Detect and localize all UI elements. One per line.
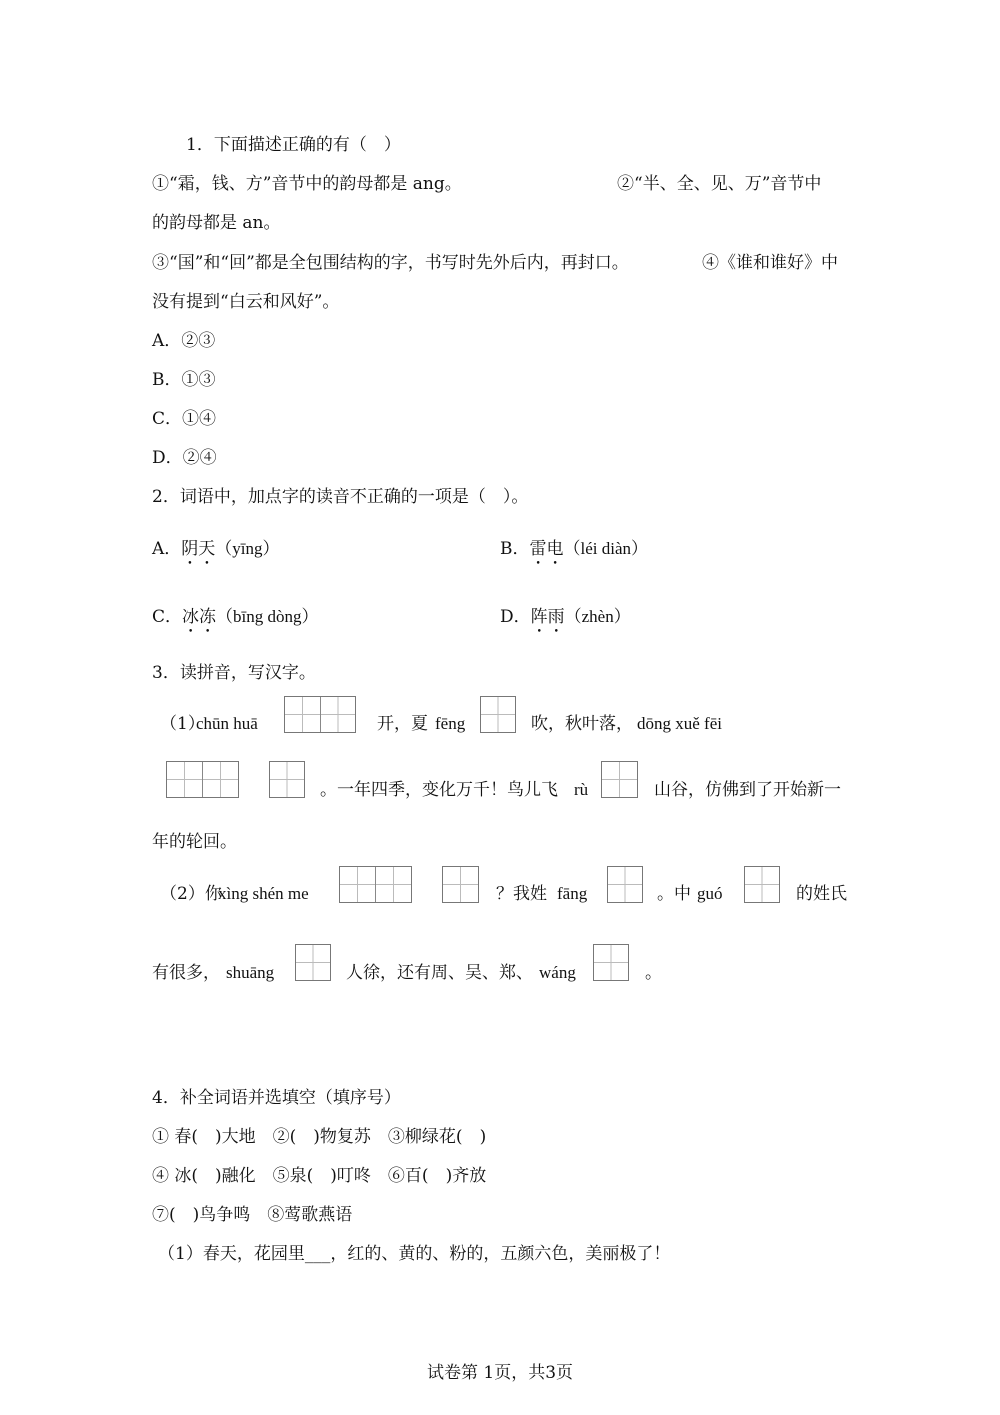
q3-p1-text-3: 。一年四季，变化万千！鸟儿飞 xyxy=(320,780,558,800)
q1-statement-2b: 的韵母都是 an。 xyxy=(152,213,281,233)
q3-p1-pinyin-3: dōng xuě fēi xyxy=(637,714,722,733)
q2-option-c-pinyin: （bīng dòng） xyxy=(216,607,319,626)
q1-statement-2a: ②“半、全、见、万”音节中 xyxy=(617,174,822,194)
q2-option-c-label: C． xyxy=(152,607,183,627)
q1-statement-4a: ④《谁和谁好》中 xyxy=(702,253,838,273)
q3-p2-pinyin-4: shuāng xyxy=(226,963,275,982)
q3-p1-pinyin-4: rù xyxy=(574,780,589,799)
q1-statement-1: ①“霜，钱、方”音节中的韵母都是 ang。 xyxy=(152,174,462,194)
q3-p2-answer-grid-6[interactable] xyxy=(593,944,629,981)
q3-p2-text-3: 的姓氏 xyxy=(796,884,847,904)
q1-title: 1．下面描述正确的有（ ） xyxy=(186,135,401,155)
q1-option-d[interactable]: D．②④ xyxy=(152,448,217,468)
q3-p1-answer-grid-4[interactable] xyxy=(269,761,305,798)
q3-p2-answer-grid-1[interactable] xyxy=(339,866,412,903)
q4-row-1: ① 春( )大地 ②( )物复苏 ③柳绿花( ) xyxy=(152,1127,487,1147)
q2-option-b-word: 雷电 xyxy=(529,539,564,559)
q3-p2-text-4: 有很多， xyxy=(152,963,220,983)
q2-option-d-word: 阵雨 xyxy=(530,607,565,627)
q2-title: 2．词语中，加点字的读音不正确的一项是（ ）。 xyxy=(152,487,529,507)
q3-p2-answer-grid-5[interactable] xyxy=(295,944,331,981)
q3-p2-answer-grid-4[interactable] xyxy=(744,866,780,903)
q3-p2-label: （2）你 xyxy=(160,884,222,904)
q1-statement-4b: 没有提到“白云和风好”。 xyxy=(152,292,340,312)
q1-option-a[interactable]: A．②③ xyxy=(152,331,216,351)
q2-option-a-word: 阴天 xyxy=(181,539,216,559)
q3-p1-pinyin-2: fēng xyxy=(435,714,466,733)
q3-p2-text-6: 。 xyxy=(645,963,662,983)
q2-option-b-pinyin: （léi diàn） xyxy=(563,539,649,558)
page-footer: 试卷第 1页，共3页 xyxy=(426,1363,574,1383)
q2-option-c[interactable] xyxy=(152,607,319,637)
q3-p1-text-4: 山谷，仿佛到了开始新一 xyxy=(654,780,841,800)
q1-option-b[interactable]: B．①③ xyxy=(152,370,216,390)
q3-p2-answer-grid-3[interactable] xyxy=(607,866,643,903)
q2-option-d-pinyin: （zhèn） xyxy=(564,607,631,626)
q1-option-c[interactable]: C．①④ xyxy=(152,409,217,429)
q3-p2-pinyin-3: guó xyxy=(697,884,723,903)
q3-p2-pinyin-5: wáng xyxy=(539,963,576,982)
q3-p2-pinyin-2: fāng xyxy=(557,884,588,903)
q4-row-2: ④ 冰( )融化 ⑤泉( )叮咚 ⑥百( )齐放 xyxy=(152,1166,487,1186)
q2-option-c-word: 冰冻 xyxy=(182,607,217,627)
q2-option-d-label: D． xyxy=(500,607,531,627)
q3-p1-text-1: 开，夏 xyxy=(377,714,428,734)
q2-option-b[interactable] xyxy=(500,539,648,569)
q3-p2-text-2: 。中 xyxy=(657,884,691,904)
q3-p1-answer-grid-1[interactable] xyxy=(284,696,356,733)
q2-option-a-pinyin: （yīng） xyxy=(215,539,280,558)
q3-p1-text-2: 吹，秋叶落， xyxy=(531,714,633,734)
q3-p2-pinyin-1: xìng shén me xyxy=(218,884,309,903)
q3-p1-pinyin-1: chūn huā xyxy=(196,714,258,733)
q3-p1-text-5: 年的轮回。 xyxy=(152,832,237,852)
q2-option-a-label: A． xyxy=(152,539,182,559)
q2-option-a[interactable] xyxy=(152,539,280,569)
q3-p1-answer-grid-2[interactable] xyxy=(480,696,516,733)
q2-option-d[interactable] xyxy=(500,607,631,637)
q3-p2-answer-grid-2[interactable] xyxy=(442,866,479,903)
q1-statement-3: ③“国”和“回”都是全包围结构的字，书写时先外后内，再封口。 xyxy=(152,253,629,273)
q4-row-3: ⑦( )鸟争鸣 ⑧莺歌燕语 xyxy=(152,1205,353,1225)
q4-sub-1: （1）春天，花园里___，红的、黄的、粉的，五颜六色，美丽极了！ xyxy=(158,1244,671,1264)
q3-p2-text-1: ？我姓 xyxy=(496,884,547,904)
q2-option-b-label: B． xyxy=(500,539,530,559)
q3-title: 3．读拼音，写汉字。 xyxy=(152,663,316,683)
q3-p2-text-5: 人徐，还有周、吴、郑、 xyxy=(346,963,533,983)
q4-title: 4．补全词语并选填空（填序号） xyxy=(152,1088,401,1108)
q3-p1-answer-grid-3[interactable] xyxy=(166,761,239,798)
q3-p1-answer-grid-5[interactable] xyxy=(601,761,638,798)
q3-p1-label: （1） xyxy=(160,714,205,734)
